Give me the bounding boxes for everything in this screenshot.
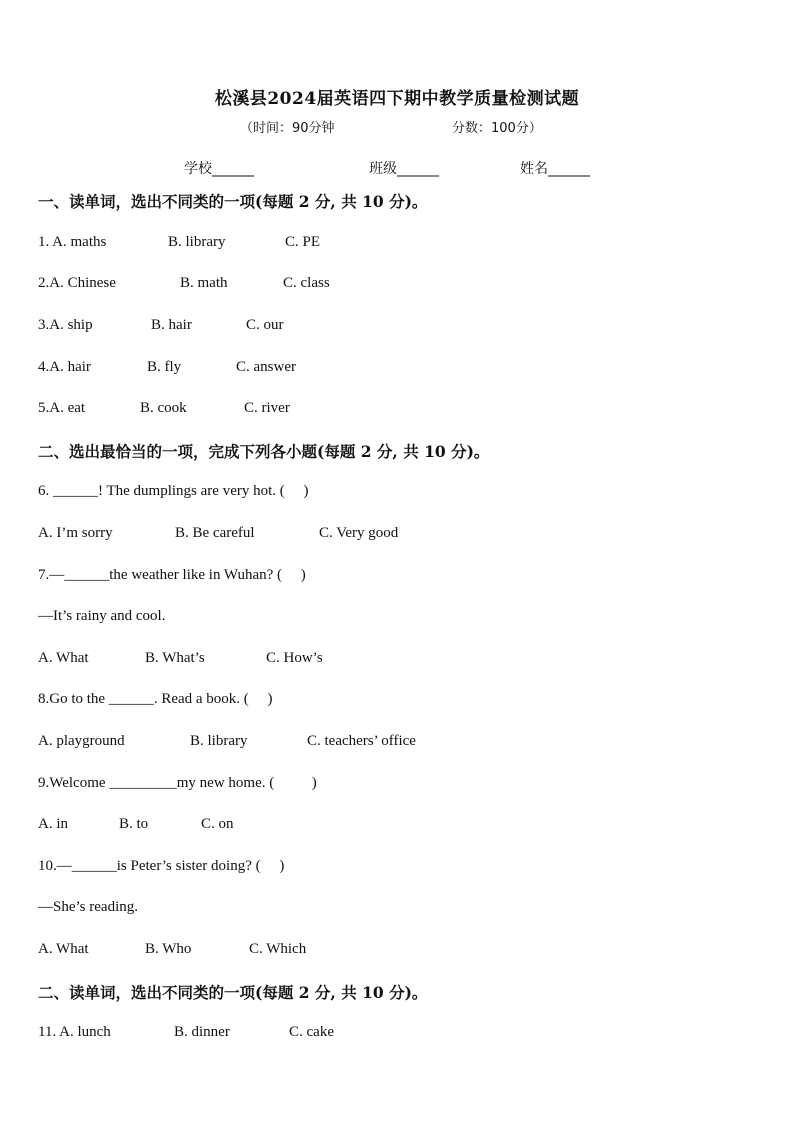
q8-option-a: A. playground [38,733,125,749]
q11-option-c: C. cake [289,1024,334,1040]
q6-option-c: C. Very good [319,525,399,541]
exam-score: 分数：100分） [452,121,542,136]
q2-option-c: C. class [283,275,330,291]
q11-option-a: 11. A. lunch [38,1024,111,1040]
q10-option-a: A. What [38,941,89,957]
q7-option-c: C. How’s [266,650,323,666]
q9-option-c: C. on [201,816,234,832]
q6-stem: 6. ______! The dumplings are very hot. ( ) [38,483,309,499]
q5-option-a: 5.A. eat [38,400,86,416]
q3-option-c: C. our [246,317,284,333]
school-field: 学校______ [184,161,254,177]
q5-option-b: B. cook [140,400,187,416]
q9-stem: 9.Welcome _________my new home. ( ) [38,775,317,791]
q7-option-b: B. What’s [145,650,205,666]
q7-reply: —It’s rainy and cool. [38,608,166,624]
q3-option-a: 3.A. ship [38,317,93,333]
q10-stem: 10.—______is Peter’s sister doing? ( ) [38,858,285,874]
q2-option-a: 2.A. Chinese [38,275,116,291]
q8-option-c: C. teachers’ office [307,733,416,749]
q6-option-a: A. I’m sorry [38,525,113,541]
q6-option-b: B. Be careful [175,525,255,541]
section-1-heading: 一、读单词，选出不同类的一项(每题 2 分, 共 10 分)。 [38,192,428,211]
q10-option-b: B. Who [145,941,192,957]
q1-option-b: B. library [168,234,226,250]
q9-option-b: B. to [119,816,149,832]
class-field: 班级______ [369,161,439,177]
q1-option-a: 1. A. maths [38,234,107,250]
q1-option-c: C. PE [285,234,321,250]
section-3-heading: 二、读单词，选出不同类的一项(每题 2 分, 共 10 分)。 [38,983,428,1002]
q7-option-a: A. What [38,650,89,666]
q4-option-b: B. fly [147,359,182,375]
q4-option-c: C. answer [236,359,296,375]
q10-option-c: C. Which [249,941,307,957]
q4-option-a: 4.A. hair [38,359,91,375]
q2-option-b: B. math [180,275,228,291]
q5-option-c: C. river [244,400,290,416]
q9-option-a: A. in [38,816,68,832]
exam-time: （时间：90分钟 [240,121,335,136]
q10-reply: —She’s reading. [38,899,138,915]
section-2-heading: 二、选出最恰当的一项，完成下列各小题(每题 2 分, 共 10 分)。 [38,442,490,461]
q7-stem: 7.—______the weather like in Wuhan? ( ) [38,567,306,583]
exam-title: 松溪县2024届英语四下期中教学质量检测试题 [214,89,580,109]
q8-option-b: B. library [190,733,248,749]
q8-stem: 8.Go to the ______. Read a book. ( ) [38,691,273,707]
name-field: 姓名______ [520,161,590,177]
q11-option-b: B. dinner [174,1024,230,1040]
q3-option-b: B. hair [151,317,192,333]
